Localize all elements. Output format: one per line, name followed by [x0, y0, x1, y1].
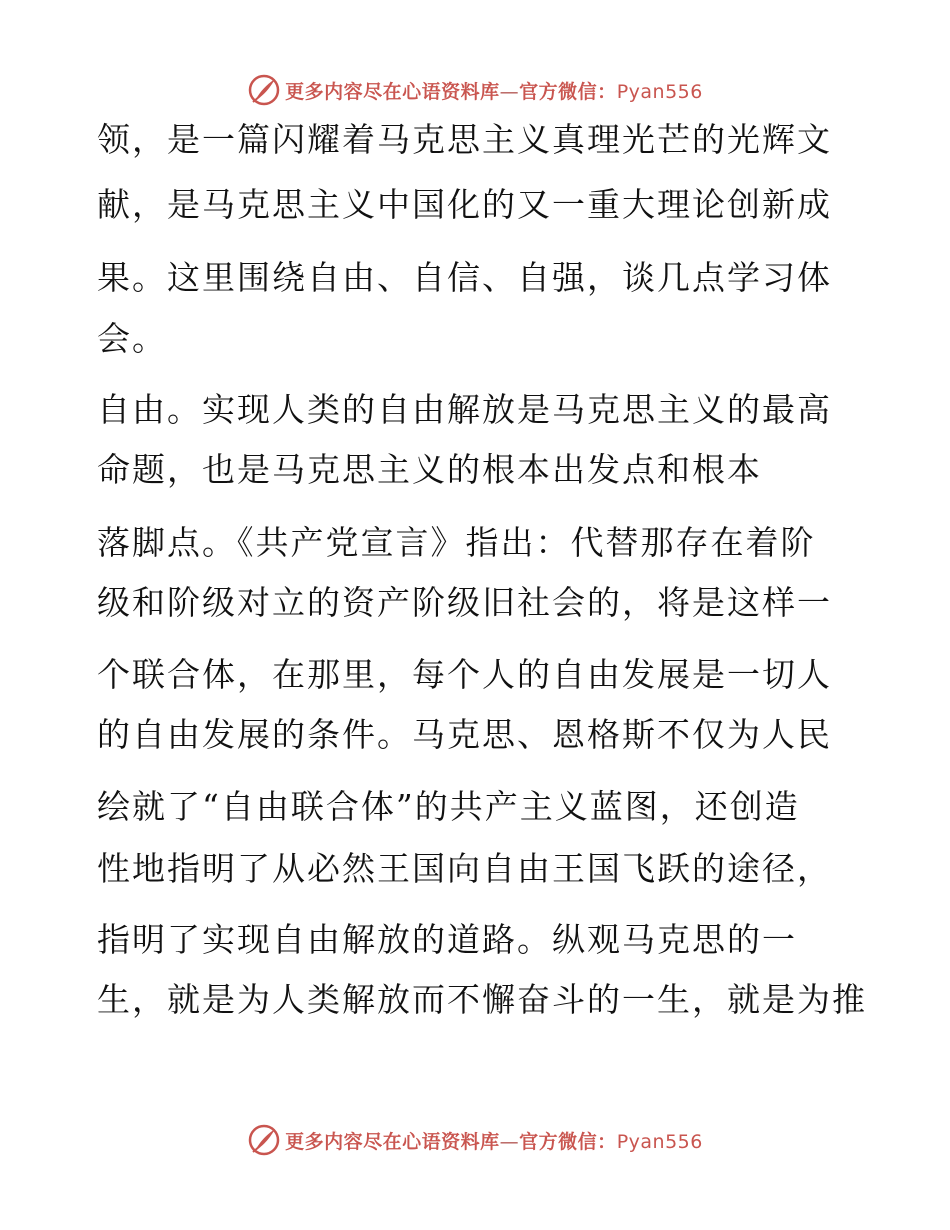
footer-text — [285, 1127, 703, 1154]
header-wechat-label: 官方微信： — [519, 80, 617, 103]
text-line: 绘就了“自由联合体”的共产主义蓝图，还创造 — [97, 787, 800, 826]
quill-pen-logo-icon — [247, 73, 281, 107]
header-brand: 更多内容尽在心语资料库 — [285, 80, 500, 103]
quill-pen-logo-icon — [247, 1123, 281, 1157]
text-line: 果。这里围绕自由、自信、自强，谈几点学习体 — [97, 258, 832, 297]
footer-wechat-account: Pyan556 — [616, 1130, 703, 1153]
text-line: 落脚点。《共产党宣言》指出：代替那存在着阶 — [97, 523, 816, 562]
text-line: 个联合体，在那里，每个人的自由发展是一切人 — [97, 655, 832, 694]
text-line: 性地指明了从必然王国向自由王国飞跃的途径， — [97, 849, 832, 888]
text-line: 生，就是为人类解放而不懈奋斗的一生，就是为推 — [97, 980, 867, 1019]
text-line: 会。 — [97, 319, 167, 358]
footer-wechat-label: 官方微信： — [519, 1130, 617, 1153]
header-text — [285, 77, 703, 104]
header-wechat-account: Pyan556 — [616, 80, 703, 103]
header-banner — [0, 70, 950, 110]
text-line: 献，是马克思主义中国化的又一重大理论创新成 — [97, 185, 832, 224]
footer-dash: — — [499, 1130, 520, 1153]
text-line: 级和阶级对立的资产阶级旧社会的，将是这样一 — [97, 583, 832, 622]
text-line: 指明了实现自由解放的道路。纵观马克思的一 — [97, 920, 797, 959]
text-line: 自由。实现人类的自由解放是马克思主义的最高 — [97, 390, 832, 429]
text-line: 领，是一篇闪耀着马克思主义真理光芒的光辉文 — [97, 120, 832, 159]
footer-brand: 更多内容尽在心语资料库 — [285, 1130, 500, 1153]
header-dash: — — [499, 80, 520, 103]
text-line: 命题，也是马克思主义的根本出发点和根本 — [97, 450, 762, 489]
footer-banner — [0, 1120, 950, 1160]
text-line: 的自由发展的条件。马克思、恩格斯不仅为人民 — [97, 715, 832, 754]
